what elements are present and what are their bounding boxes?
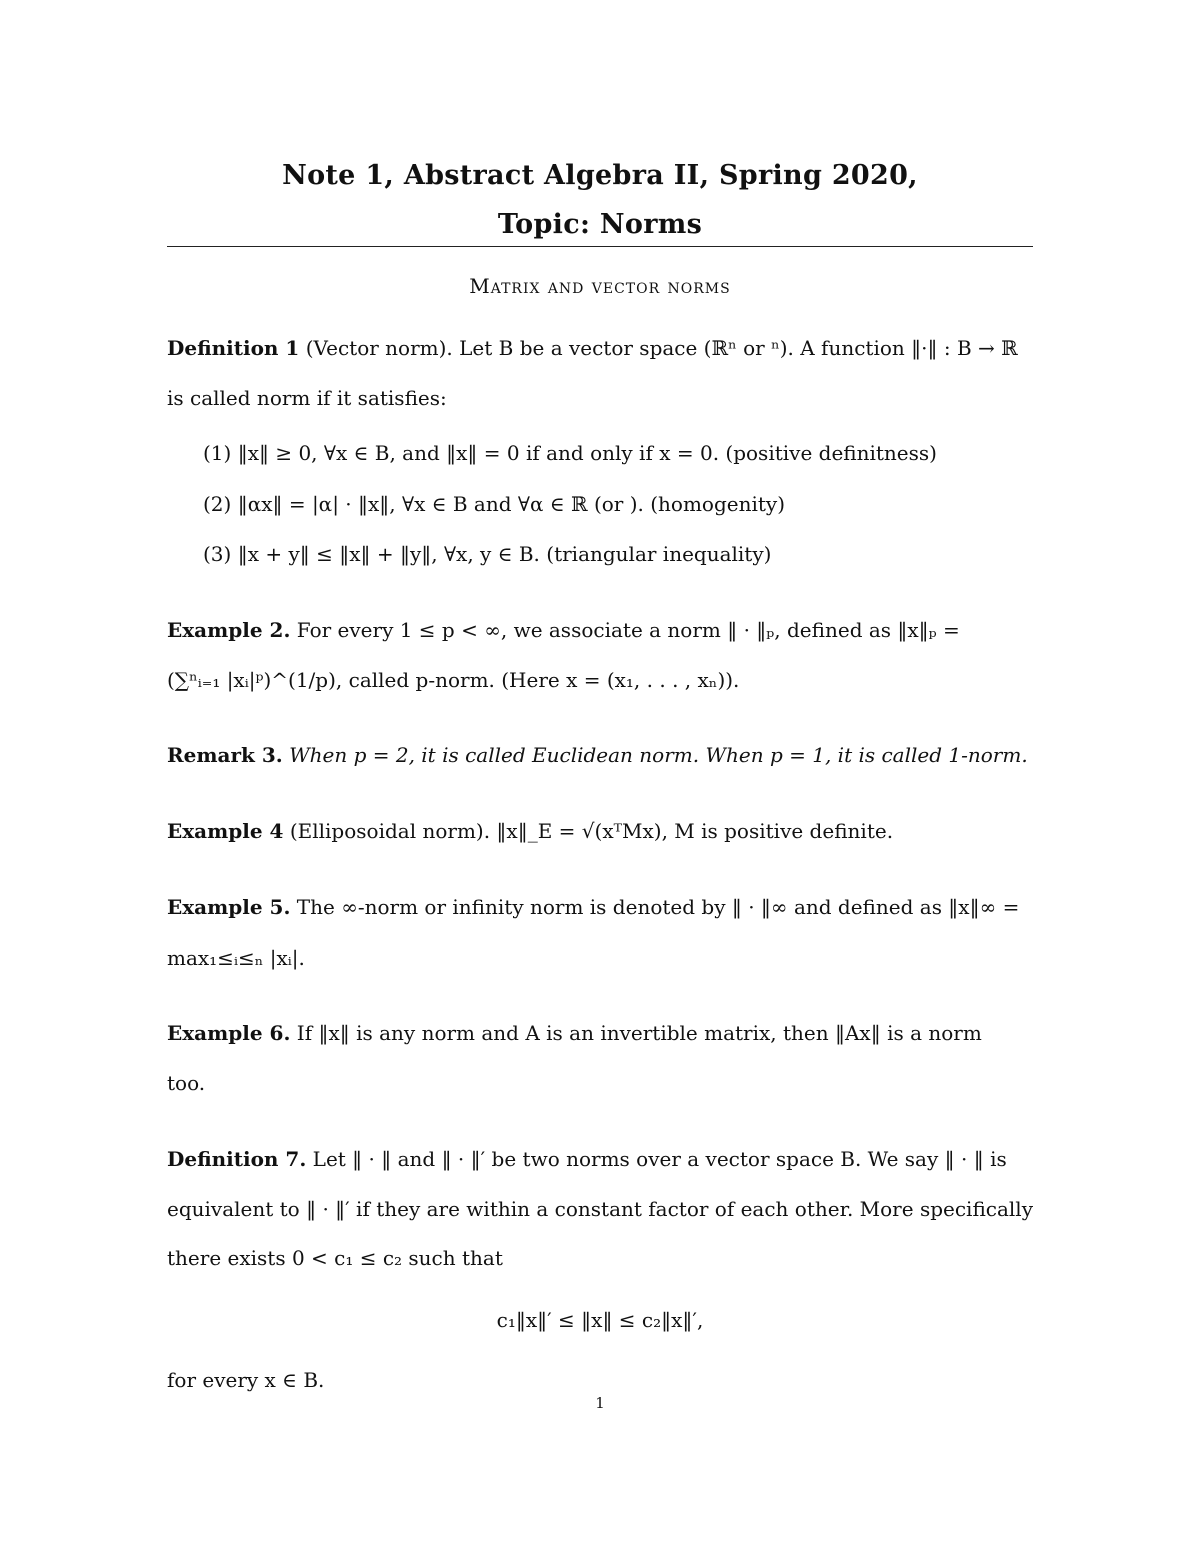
section-heading: Matrix and vector norms: [469, 274, 731, 298]
norm-axiom-2: (2) ‖αx‖ = |α| · ‖x‖, ∀x ∈ B and ∀α ∈ ℝ (or ). (homogenity): [203, 492, 786, 516]
definition-7-label: Definition 7.: [167, 1147, 307, 1171]
definition-1-name: (Vector norm).: [305, 336, 453, 360]
definition-1-line-1: [167, 336, 1033, 360]
example-2-text-1: For every 1 ≤ p < ∞, we associate a norm ‖ · ‖ₚ, defined as ‖x‖ₚ =: [296, 618, 960, 642]
definition-1-text-1: Let B be a vector space (ℝⁿ or ⁿ). A function ‖·‖ : B → ℝ: [459, 336, 1018, 360]
example-6-line-1: [167, 1021, 1033, 1045]
definition-1-line-2: is called norm if it satisfies:: [167, 386, 447, 410]
norm-axiom-1: (1) ‖x‖ ≥ 0, ∀x ∈ B, and ‖x‖ = 0 if and only if x = 0. (positive definitness): [203, 441, 937, 465]
definition-7-line-2: equivalent to ‖ · ‖′ if they are within a constant factor of each other. More specifically: [167, 1197, 1033, 1221]
example-5-label: Example 5.: [167, 895, 291, 919]
title-line-1: Note 1, Abstract Algebra II, Spring 2020,: [282, 160, 918, 191]
example-5-text-1: The ∞-norm or infinity norm is denoted by ‖ · ‖∞ and defined as ‖x‖∞ =: [296, 895, 1020, 919]
title-line-2: Topic: Norms: [497, 209, 703, 240]
definition-7-line-1: [167, 1147, 1033, 1171]
remark-3: [167, 743, 1033, 767]
definition-7-closing: for every x ∈ B.: [167, 1368, 325, 1392]
example-5-line-2: max₁≤ᵢ≤ₙ |xᵢ|.: [167, 946, 305, 970]
example-6-text-1: If ‖x‖ is any norm and A is an invertible matrix, then ‖Ax‖ is a norm: [296, 1021, 982, 1045]
example-6-label: Example 6.: [167, 1021, 291, 1045]
norm-axiom-3: (3) ‖x + y‖ ≤ ‖x‖ + ‖y‖, ∀x, y ∈ B. (triangular inequality): [203, 542, 772, 566]
example-2-line-2: (∑ⁿᵢ₌₁ |xᵢ|ᵖ)^(1/p), called p-norm. (Here x = (x₁, . . . , xₙ)).: [167, 668, 740, 692]
equivalence-inequality: c₁‖x‖′ ≤ ‖x‖ ≤ c₂‖x‖′,: [496, 1308, 704, 1332]
title-rule: [167, 246, 1033, 247]
example-5-line-1: [167, 895, 1033, 919]
definition-7-text-1: Let ‖ · ‖ and ‖ · ‖′ be two norms over a vector space B. We say ‖ · ‖ is: [312, 1147, 1007, 1171]
definition-1-label: Definition 1: [167, 336, 300, 360]
remark-3-text: When p = 2, it is called Euclidean norm. When p = 1, it is called 1-norm.: [289, 743, 1028, 767]
example-2-label: Example 2.: [167, 618, 291, 642]
example-4: [167, 819, 1033, 843]
example-2-line-1: [167, 618, 1033, 642]
example-4-label: Example 4: [167, 819, 284, 843]
definition-7-line-3: there exists 0 < c₁ ≤ c₂ such that: [167, 1246, 503, 1270]
example-4-text: (Elliposoidal norm). ‖x‖_E = √(xᵀMx), M is positive definite.: [289, 819, 894, 843]
page-number: 1: [595, 1394, 605, 1412]
remark-3-label: Remark 3.: [167, 743, 283, 767]
example-6-line-2: too.: [167, 1071, 206, 1095]
